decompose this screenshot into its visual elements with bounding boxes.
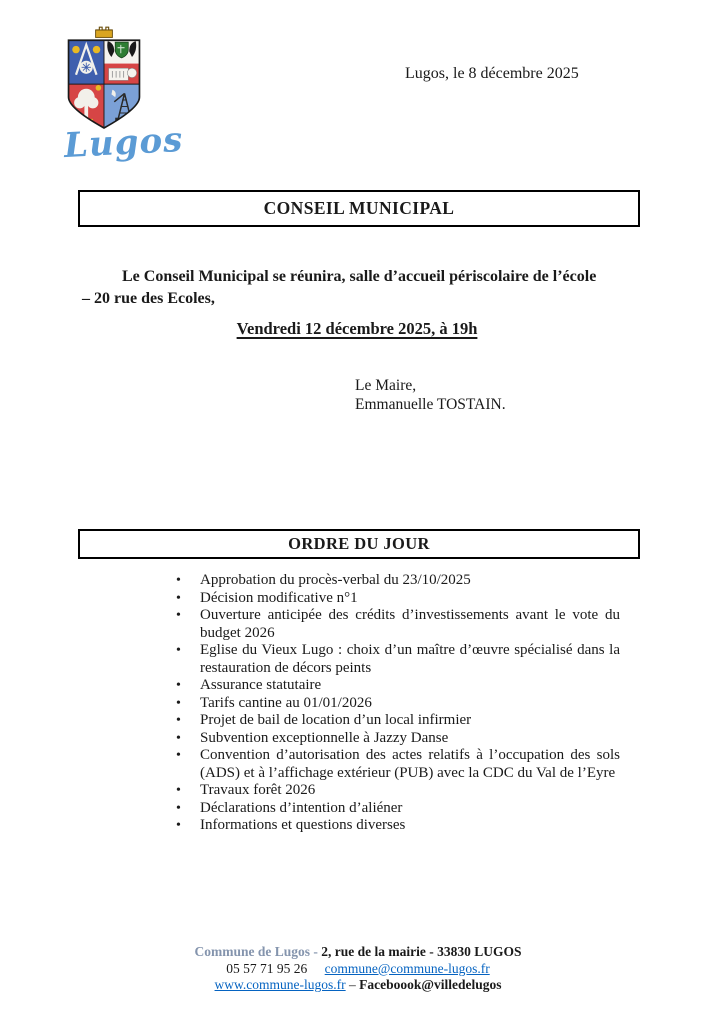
title-box-conseil-municipal xyxy=(78,190,640,227)
bullet-icon: • xyxy=(176,643,181,658)
agenda-item: • Projet de bail de location d’un local infirmier xyxy=(176,712,472,728)
bullet-icon: • xyxy=(176,748,181,763)
agenda-item: • Déclarations d’intention d’aliéner xyxy=(176,799,403,816)
agenda-item: • Eglise du Vieux Lugo : choix d’un maître d’œuvre spécialisé dans la restauration de décors peints xyxy=(176,642,620,676)
footer-website-link[interactable]: www.commune-lugos.fr xyxy=(214,977,346,992)
footer-address-line xyxy=(78,944,638,961)
lugos-coat-of-arms-icon xyxy=(62,26,146,131)
agenda-item: • Convention d’autorisation des actes relatifs à l’occupation des sols (ADS) et à l’affichage extérieur (PUB) avec la CDC du Val de l’Eyre xyxy=(176,747,620,781)
footer-phone: 05 57 71 95 26 xyxy=(226,960,308,976)
bullet-icon: • xyxy=(176,573,181,588)
footer-facebook: Faceboook@villedelugos xyxy=(359,977,502,992)
page-footer xyxy=(78,944,638,994)
bullet-icon: • xyxy=(176,818,181,833)
intro-line-2: – 20 rue des Ecoles, xyxy=(82,290,215,307)
intro-line-1: Le Conseil Municipal se réunira, salle d’accueil périscolaire de l’école xyxy=(122,268,597,285)
footer-email-link[interactable]: commune@commune-lugos.fr xyxy=(324,960,490,976)
footer-web-line xyxy=(78,977,638,994)
agenda-item: • Tarifs cantine au 01/01/2026 xyxy=(176,694,372,711)
signature-block xyxy=(355,377,506,414)
title-box-label: CONSEIL MUNICIPAL xyxy=(263,198,455,218)
agenda-list xyxy=(176,572,620,835)
agenda-item: • Assurance statutaire xyxy=(176,677,322,693)
agenda-title-label: ORDRE DU JOUR xyxy=(288,534,430,553)
footer-separator: – xyxy=(349,977,356,992)
commune-logo xyxy=(62,26,185,167)
footer-commune-name: Commune de Lugos - xyxy=(194,944,318,959)
date-line: Lugos, le 8 décembre 2025 xyxy=(405,65,579,82)
logo-wordmark: Lugos xyxy=(63,119,185,167)
agenda-item: • Informations et questions diverses xyxy=(176,817,406,833)
bullet-icon: • xyxy=(176,590,181,606)
bullet-icon: • xyxy=(176,800,181,816)
agenda-item: • Décision modificative n°1 xyxy=(176,589,358,606)
bullet-icon: • xyxy=(176,608,181,623)
agenda-item: • Travaux forêt 2026 xyxy=(176,782,316,798)
bullet-icon: • xyxy=(176,678,181,693)
title-box-ordre-du-jour xyxy=(78,529,640,559)
agenda-item: • Ouverture anticipée des crédits d’investissements avant le vote du budget 2026 xyxy=(176,607,620,641)
bullet-icon: • xyxy=(176,695,181,711)
footer-contact-line xyxy=(78,961,638,978)
bullet-icon: • xyxy=(176,713,181,728)
agenda-item: • Subvention exceptionnelle à Jazzy Danse xyxy=(176,729,449,746)
signature-role: Le Maire, xyxy=(355,377,417,394)
bullet-icon: • xyxy=(176,783,181,798)
bullet-icon: • xyxy=(176,730,181,746)
signature-name: Emmanuelle TOSTAIN. xyxy=(355,395,506,413)
intro-paragraph xyxy=(82,266,642,310)
agenda-item: • Approbation du procès-verbal du 23/10/2025 xyxy=(176,572,471,588)
meeting-datetime: Vendredi 12 décembre 2025, à 19h xyxy=(236,319,478,338)
footer-address: 2, rue de la mairie - 33830 LUGOS xyxy=(321,944,522,959)
